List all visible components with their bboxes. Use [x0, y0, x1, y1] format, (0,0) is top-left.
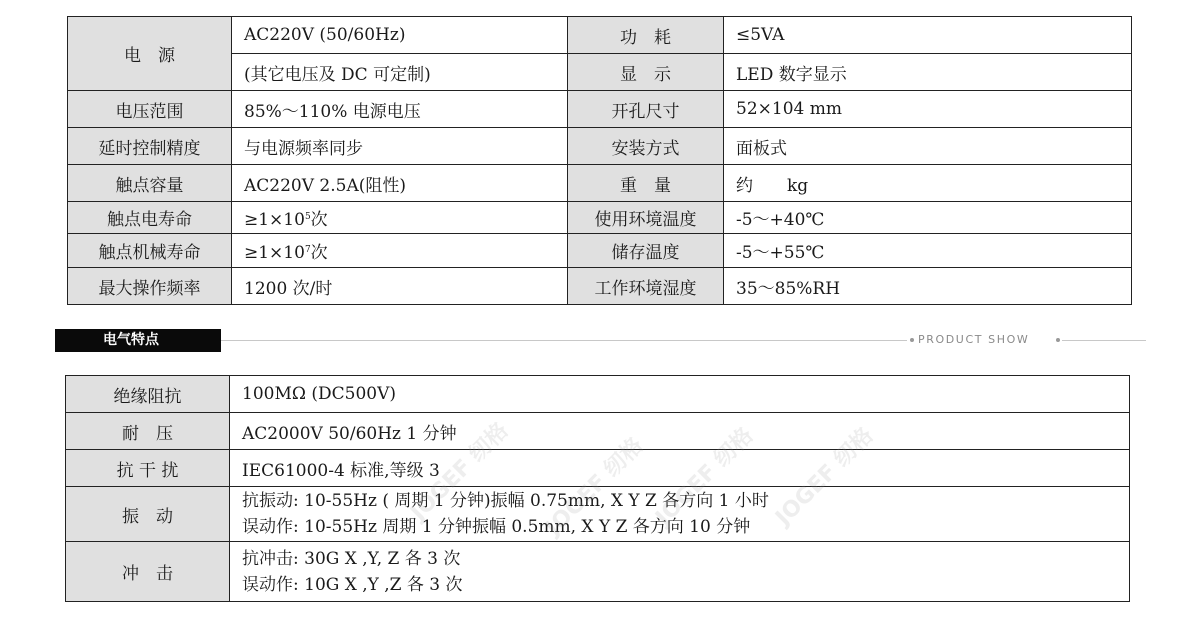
label-cell: 储存温度 [568, 234, 724, 268]
value-cell: AC220V (50/60Hz) [232, 17, 568, 54]
table-row [68, 17, 1132, 54]
value-cell: 1200 次/时 [232, 268, 568, 305]
value-cell: 面板式 [724, 128, 1132, 165]
table-row [68, 91, 1132, 128]
label-cell: 触点容量 [68, 165, 232, 202]
exponent: 7 [304, 245, 311, 255]
label-cell: 最大操作频率 [68, 268, 232, 305]
divider-dot [910, 338, 914, 342]
label-cell: 触点机械寿命 [68, 234, 232, 268]
table-row [66, 487, 1130, 542]
label-cell: 耐 压 [66, 413, 230, 450]
table-row [66, 413, 1130, 450]
label-cell: 绝缘阻抗 [66, 376, 230, 413]
value-cell: 100MΩ (DC500V) [230, 376, 1130, 413]
divider [221, 340, 907, 341]
table-row [68, 165, 1132, 202]
value-line: 误动作: 10G X ,Y ,Z 各 3 次 [242, 574, 463, 595]
label-cell: 冲 击 [66, 542, 230, 602]
table-row [68, 202, 1132, 234]
value-suffix: 次 [310, 210, 328, 230]
value-cell [230, 487, 1130, 542]
value-cell: -5～+40℃ [724, 202, 1132, 234]
watermark-text: JOGEF 纫格 [651, 423, 759, 531]
watermark-text: JOGEF 纫格 [541, 433, 649, 541]
value-cell [232, 234, 568, 268]
value-cell [230, 542, 1130, 602]
value-cell: LED 数字显示 [724, 54, 1132, 91]
value-cell: 35～85%RH [724, 268, 1132, 305]
divider-dot [1056, 338, 1060, 342]
value-cell: AC220V 2.5A(阻性) [232, 165, 568, 202]
value-cell: 与电源频率同步 [232, 128, 568, 165]
watermark-text: JOGEF 纫格 [406, 418, 514, 526]
label-cell: 触点电寿命 [68, 202, 232, 234]
label-cell: 开孔尺寸 [568, 91, 724, 128]
label-cell: 功 耗 [568, 17, 724, 54]
label-cell: 工作环境湿度 [568, 268, 724, 305]
label-cell: 延时控制精度 [68, 128, 232, 165]
section-tagline: PRODUCT SHOW [918, 333, 1030, 346]
value-suffix: 次 [310, 243, 328, 263]
value-cell: 85%～110% 电源电压 [232, 91, 568, 128]
value-line: 抗振动: 10-55Hz ( 周期 1 分钟)振幅 0.75mm, X Y Z 各方向 1 小时 [242, 491, 769, 511]
label-cell: 使用环境温度 [568, 202, 724, 234]
watermark-text: JOGEF 纫格 [771, 423, 879, 531]
value-cell: ≤5VA [724, 17, 1132, 54]
label-cell: 电 源 [68, 17, 232, 91]
table-row [68, 128, 1132, 165]
spec-table-electrical [65, 375, 1130, 602]
value-prefix: ≥1×10 [244, 243, 305, 263]
value-cell: IEC61000-4 标准,等级 3 [230, 450, 1130, 487]
table-row [66, 376, 1130, 413]
divider [1062, 340, 1146, 341]
table-row [66, 450, 1130, 487]
spec-table-general [67, 16, 1132, 305]
value-cell: (其它电压及 DC 可定制) [232, 54, 568, 91]
value-line: 抗冲击: 30G X ,Y, Z 各 3 次 [242, 548, 461, 569]
label-cell: 安装方式 [568, 128, 724, 165]
label-cell: 振 动 [66, 487, 230, 542]
table-row [66, 542, 1130, 602]
exponent: 5 [304, 212, 311, 222]
section-title: 电气特点 [55, 329, 221, 352]
value-cell: -5～+55℃ [724, 234, 1132, 268]
value-cell: AC2000V 50/60Hz 1 分钟 [230, 413, 1130, 450]
value-prefix: ≥1×10 [244, 210, 305, 230]
table-row [68, 268, 1132, 305]
value-line: 误动作: 10-55Hz 周期 1 分钟振幅 0.5mm, X Y Z 各方向 10 分钟 [242, 517, 751, 537]
label-cell: 重 量 [568, 165, 724, 202]
label-cell: 电压范围 [68, 91, 232, 128]
value-cell: 52×104 mm [724, 91, 1132, 128]
value-cell: 约 kg [724, 165, 1132, 202]
label-cell: 抗 干 扰 [66, 450, 230, 487]
label-cell: 显 示 [568, 54, 724, 91]
value-cell [232, 202, 568, 234]
table-row [68, 234, 1132, 268]
